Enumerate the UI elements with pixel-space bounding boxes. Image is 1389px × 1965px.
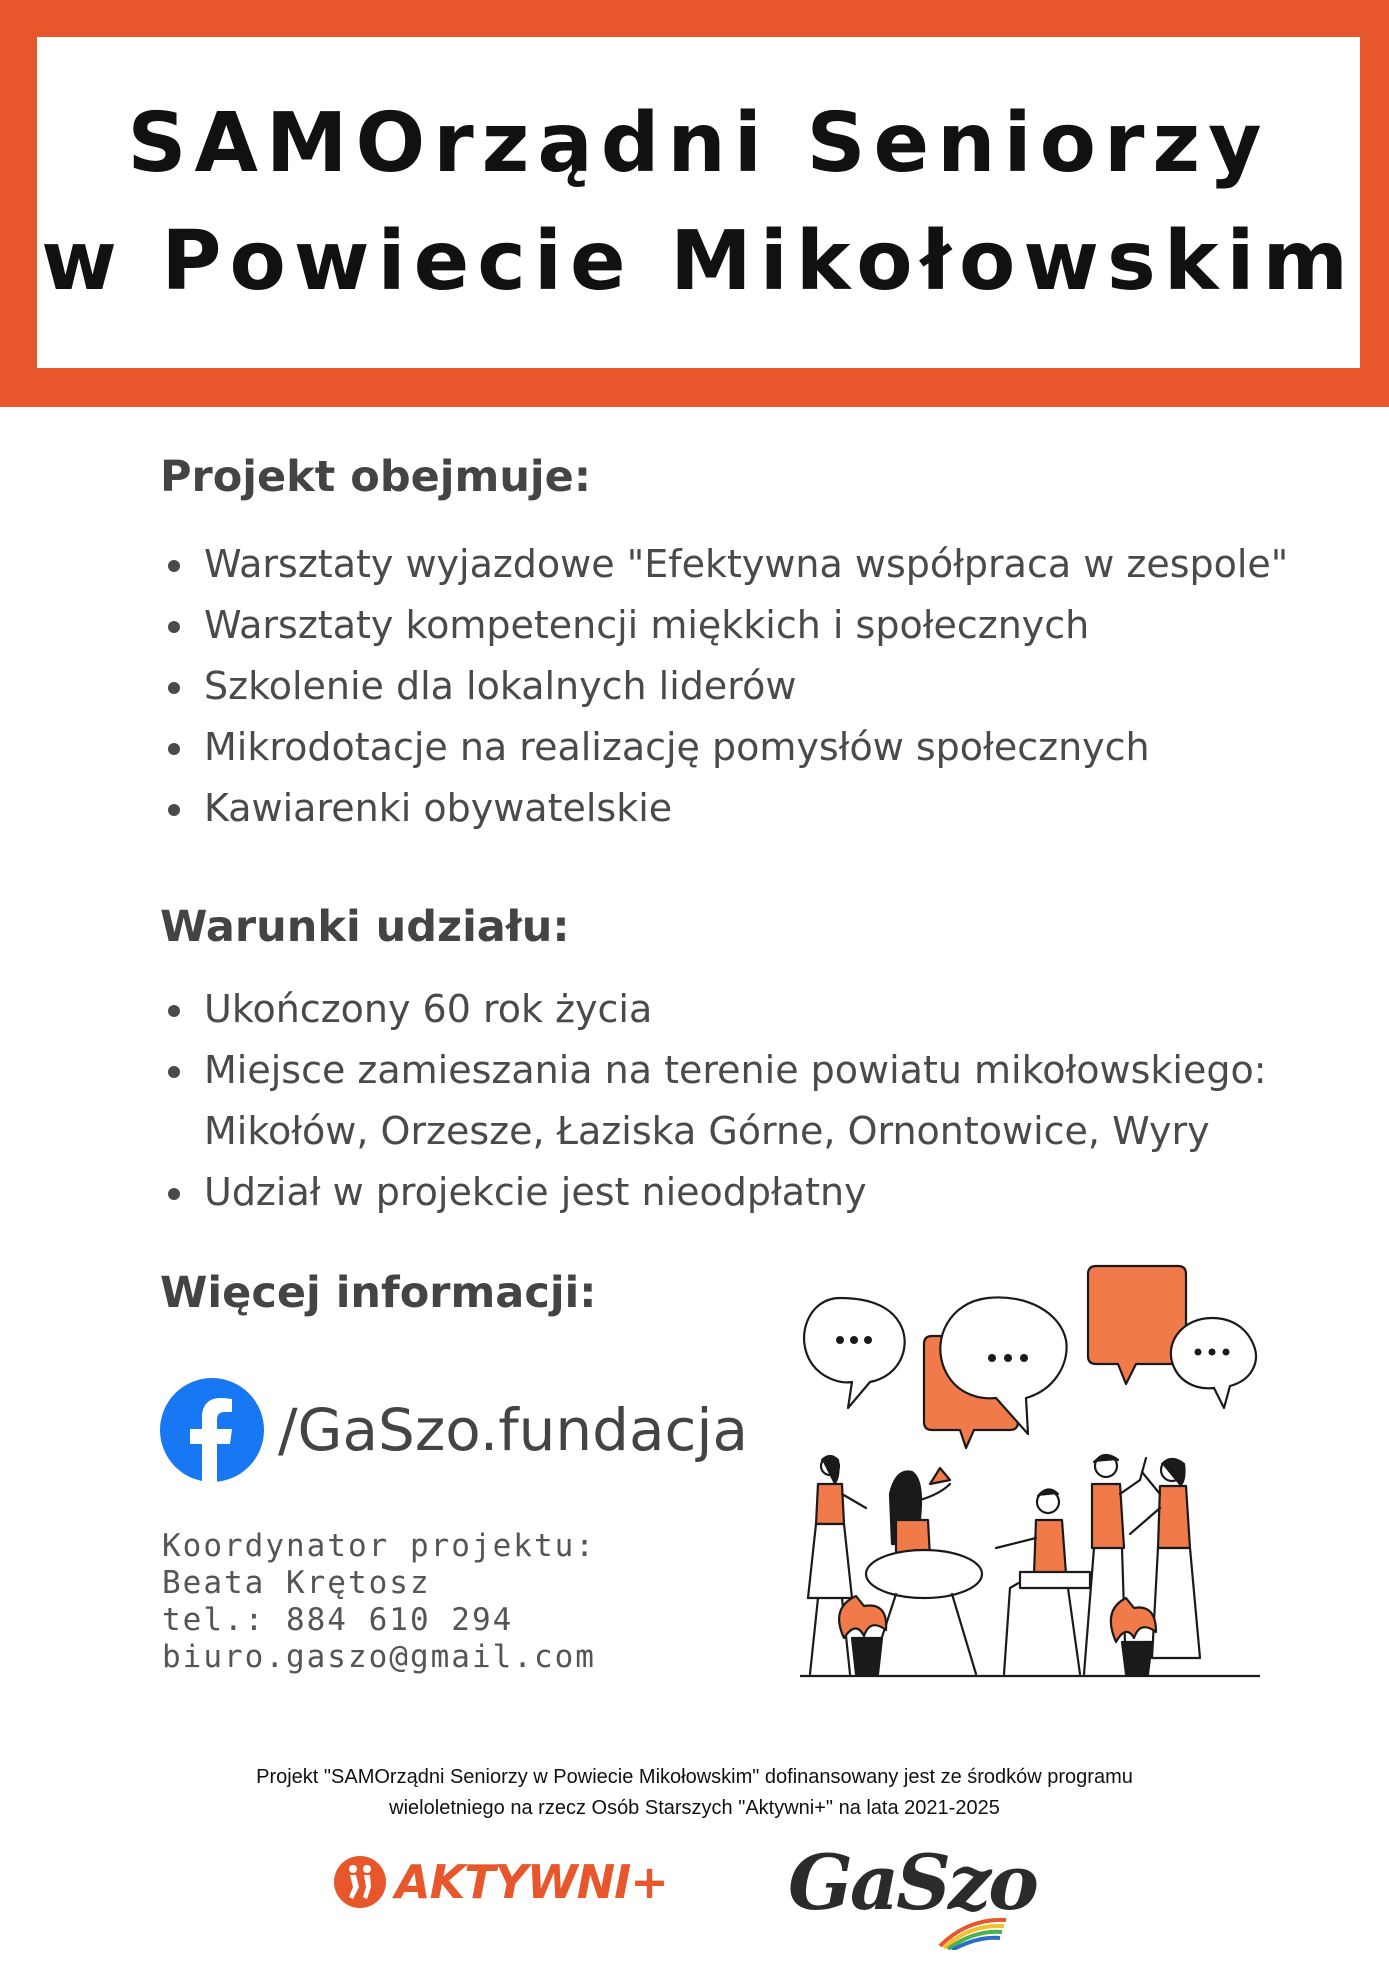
gaszo-logo bbox=[788, 1838, 1036, 1927]
speech-bubble-icon bbox=[804, 1298, 905, 1408]
speech-bubble-icon bbox=[1088, 1266, 1186, 1384]
conditions-heading: Warunki udziału: bbox=[160, 902, 570, 952]
list-item: Warsztaty kompetencji miękkich i społecznych bbox=[162, 595, 1288, 656]
facebook-handle[interactable]: /GaSzo.fundacja bbox=[278, 1396, 749, 1464]
running-people-icon bbox=[333, 1855, 387, 1909]
list-item: Udział w projekcie jest nieodpłatny bbox=[162, 1162, 1267, 1223]
list-item: Szkolenie dla lokalnych liderów bbox=[162, 656, 1288, 717]
funding-note bbox=[0, 1762, 1389, 1824]
list-item: Mikrodotacje na realizację pomysłów społecznych bbox=[162, 717, 1288, 778]
project-list bbox=[162, 534, 1288, 839]
contact-phone: tel.: 884 610 294 bbox=[162, 1602, 514, 1638]
facebook-icon bbox=[160, 1378, 264, 1482]
funding-note-line2: wieloletniego na rzecz Osób Starszych "Aktywni+" na lata 2021-2025 bbox=[389, 1797, 1000, 1819]
title-box bbox=[37, 37, 1360, 368]
page-title-line1: SAMOrządni Seniorzy bbox=[127, 95, 1270, 191]
header-banner bbox=[0, 0, 1389, 407]
list-item: Warsztaty wyjazdowe "Efektywna współpraca w zespole" bbox=[162, 534, 1288, 595]
contact-email: biuro.gaszo@gmail.com bbox=[162, 1639, 596, 1675]
funding-note-line1: Projekt "SAMOrządni Seniorzy w Powiecie Mikołowskim" dofinansowany jest ze środków programu bbox=[256, 1766, 1133, 1788]
rainbow-swoosh-icon bbox=[938, 1916, 1008, 1950]
list-item-line1: Miejsce zamieszania na terenie powiatu mikołowskiego: bbox=[204, 1048, 1267, 1092]
list-item-line2: Mikołów, Orzesze, Łaziska Górne, Ornontowice, Wyry bbox=[204, 1109, 1210, 1153]
list-item bbox=[162, 1040, 1267, 1162]
aktywni-logo-text: AKTYWNI+ bbox=[395, 1855, 668, 1909]
list-item: Kawiarenki obywatelskie bbox=[162, 778, 1288, 839]
contact-block bbox=[162, 1528, 596, 1676]
gaszo-logo-text: GaSzo bbox=[788, 1838, 1036, 1927]
conditions-list bbox=[162, 979, 1267, 1223]
speech-bubble-icon bbox=[1171, 1318, 1256, 1408]
list-item: Ukończony 60 rok życia bbox=[162, 979, 1267, 1040]
people-conversation-illustration bbox=[800, 1258, 1260, 1690]
project-heading: Projekt obejmuje: bbox=[160, 452, 592, 502]
facebook-link[interactable] bbox=[160, 1378, 748, 1482]
aktywni-logo bbox=[333, 1855, 668, 1909]
contact-name: Beata Krętosz bbox=[162, 1565, 431, 1601]
contact-role: Koordynator projektu: bbox=[162, 1528, 596, 1564]
info-heading: Więcej informacji: bbox=[160, 1268, 597, 1318]
page-title-line2: w Powiecie Mikołowskim bbox=[41, 213, 1356, 309]
